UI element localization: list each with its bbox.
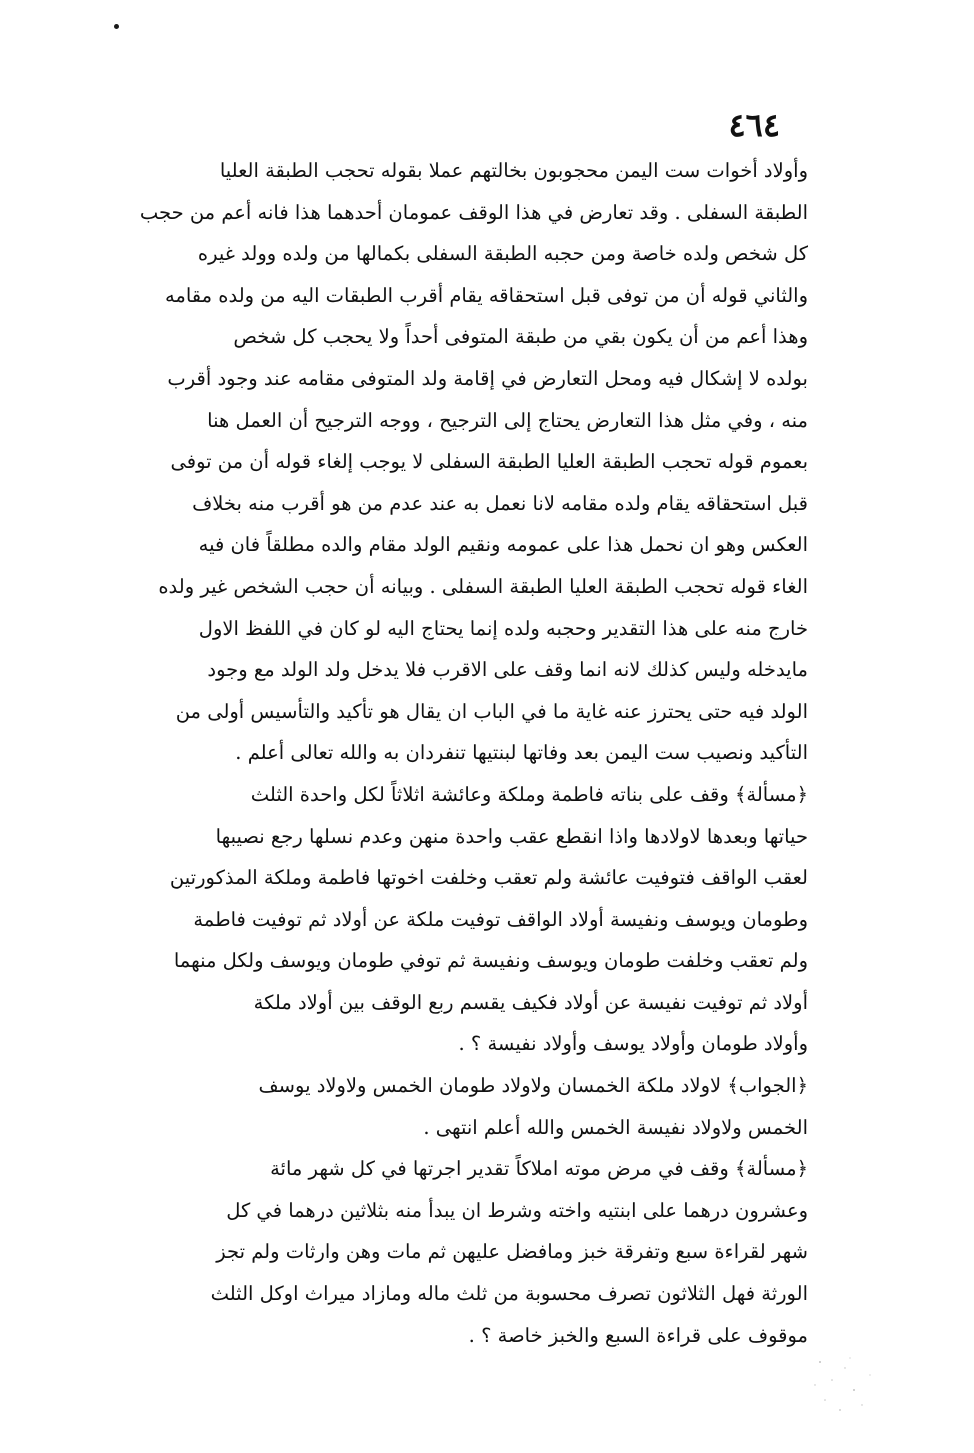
text-line: لعقب الواقف فتوفيت عائشة ولم تعقب وخلفت اخوتها فاطمة وملكة المذكورتين — [169, 866, 808, 890]
text-line: التأكيد ونصيب ست اليمن بعد وفاتها لبنتيها تنفردان به والله تعالى أعلم . — [235, 741, 808, 765]
page-number: ٤٦٤ — [728, 106, 780, 144]
text-line: موقوف على قراءة السبع والخبز خاصة ؟ . — [468, 1323, 808, 1347]
text-line: حياتها وبعدها لاولادها واذا انقطع عقب واحدة منهن وعدم نسلها رجع نصيبها — [215, 824, 808, 848]
text-line: شهر لقراءة سبع وتفرقة خبز ومافضل عليهن ثم مات وهن وارثات ولم تجز — [216, 1240, 808, 1264]
question-heading-line: ﴿مسألة﴾ وقف على بناته فاطمة وملكة وعائشة اثلاثاً لكل واحدة الثلث — [250, 782, 808, 806]
margin-dot — [114, 24, 119, 29]
text-line: الولد فيه حتى يحترز عنه غاية ما في الباب ان يقال هو تأكيد والتأسيس أولى من — [175, 699, 808, 723]
text-line: وطومان ويوسف ونفيسة أولاد الواقف توفيت ملكة عن أولاد ثم توفيت فاطمة — [193, 907, 808, 931]
text-line: الطبقة السفلى . وقد تعارض في هذا الوقف عمومان أحدهما هذا فانه أعم من حجب — [139, 200, 808, 224]
question-heading-line: ﴿مسألة﴾ وقف في مرض موته املاكاً تقدير اجرتها في كل شهر مائة — [270, 1157, 808, 1181]
text-line: العكس وهو ان نحمل هذا على عمومه ونقيم الولد مقام والده مطلقاً فان فيه — [198, 533, 808, 557]
text-line: الغاء قوله تحجب الطبقة العليا الطبقة السفلى . وبيانه أن حجب الشخص غير ولده — [158, 574, 808, 598]
text-line: وعشرون درهما على ابنتيه واخته وشرط ان يبدأ منه بثلاثين درهما في كل — [226, 1198, 808, 1222]
text-line: ولم تعقب وخلفت طومان ويوسف ونفيسة ثم توفي طومان ويوسف ولكل منهما — [173, 949, 808, 973]
text-line: خارج منه على هذا التقدير وحجبه ولده إنما يحتاج اليه لو كان في اللفظ الاول — [198, 616, 808, 640]
body-text — [108, 150, 808, 1356]
scan-speckle — [810, 1350, 880, 1420]
text-line: بولده لا إشكال فيه ومحل التعارض في إقامة ولد المتوفى مقامه عند وجود أقرب — [167, 366, 808, 390]
text-line: قبل استحقاقه يقام ولده مقامه لانا نعمل به عند عدم من هو أقرب منه بخلاف — [192, 491, 808, 515]
text-line: مايدخله وليس كذلك لانه انما وقف على الاقرب فلا يدخل ولد الولد مع وجود — [207, 658, 808, 682]
text-line: منه ، وفي مثل هذا التعارض يحتاج إلى الترجيح ، ووجه الترجيح أن العمل هنا — [207, 408, 808, 432]
text-line: وهذا أعم من أن يكون بقي من طبقة المتوفى أحداً ولا يحجب كل شخص — [233, 325, 808, 349]
answer-heading-line: ﴿الجواب﴾ لاولاد ملكة الخمسان ولاولاد طومان الخمس ولاولاد يوسف — [258, 1074, 808, 1098]
text-line: الورثة فهل الثلاثون تصرف محسوبة من ثلث ماله ومازاد ميراث اوكل الثلث — [210, 1282, 808, 1306]
text-line: الخمس ولاولاد نفيسة الخمس والله أعلم انتهى . — [423, 1115, 808, 1139]
text-line: بعموم قوله تحجب الطبقة العليا الطبقة السفلى لا يوجب إلغاء قوله أن من توفى — [170, 450, 808, 474]
text-line: أولاد ثم توفيت نفيسة عن أولاد فكيف يقسم ربع الوقف بين أولاد ملكة — [253, 990, 808, 1014]
text-line: كل شخص ولده خاصة ومن حجبه الطبقة السفلى بكمالها من ولده وولد غيره — [197, 242, 808, 266]
text-line: والثاني قوله أن من توفى قبل استحقاقه يقام أقرب الطبقات اليه من ولده مقامه — [164, 283, 808, 307]
text-line: وأولاد طومان وأولاد يوسف وأولاد نفيسة ؟ . — [458, 1032, 808, 1056]
text-line: وأولاد أخوات ست اليمن محجوبون بخالتهم عملا بقوله تحجب الطبقة العليا — [219, 159, 808, 182]
